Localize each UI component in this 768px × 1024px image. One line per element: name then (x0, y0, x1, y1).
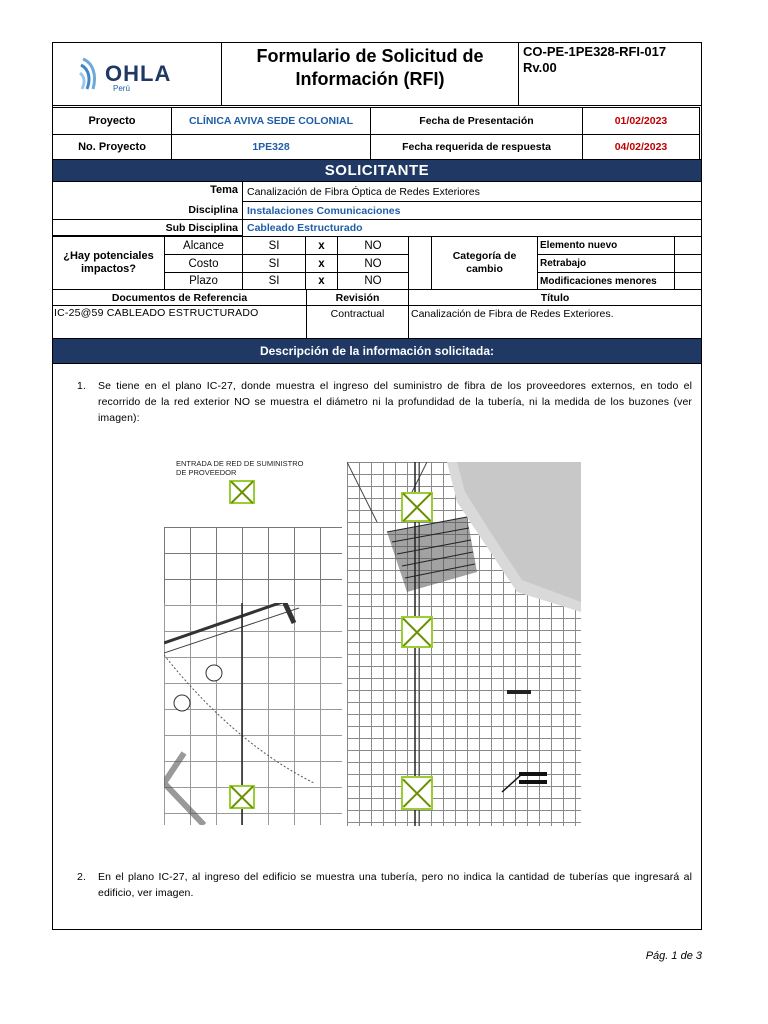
document-revision: Rv.00 (523, 60, 557, 75)
manhole-box-icon (229, 480, 255, 504)
document-code: CO-PE-1PE328-RFI-017 (523, 44, 667, 59)
impact-mark: x (305, 272, 338, 290)
title-line-2: Información (RFI) (295, 69, 445, 89)
impact-no: NO (337, 272, 409, 290)
impact-si: SI (242, 254, 306, 273)
page-number: Pág. 1 de 3 (645, 950, 702, 962)
project-number-label: No. Proyecto (52, 134, 172, 160)
change-category-option: Elemento nuevo (537, 236, 675, 255)
manhole-box-icon (401, 776, 433, 810)
solicitante-bar: SOLICITANTE (52, 159, 702, 182)
ohla-logo (79, 57, 101, 96)
project-label: Proyecto (52, 107, 172, 135)
logo-cell (52, 42, 222, 106)
plan-lines-right (347, 462, 581, 826)
impact-label: Costo (164, 254, 243, 273)
description-bar: Descripción de la información solicitada: (52, 338, 702, 364)
manhole-box-icon (229, 785, 255, 809)
impacts-question: ¿Hay potenciales impactos? (52, 236, 165, 290)
change-category-checkbox (674, 272, 702, 290)
logo-mark-icon (79, 57, 101, 91)
impact-si: SI (242, 272, 306, 290)
manhole-box-icon (401, 616, 433, 648)
form-title (222, 45, 518, 91)
change-category-checkbox (674, 236, 702, 255)
impact-spacer (408, 236, 432, 290)
project-value: CLÍNICA AVIVA SEDE COLONIAL (171, 107, 371, 135)
impact-si: SI (242, 236, 306, 255)
item-2-text: En el plano IC-27, al ingreso del edificio se muestra una tubería, pero no indica la cantidad de tuberías que ingresará al edificio, ver imagen. (98, 871, 692, 899)
ref-docs-header: Documentos de Referencia (52, 289, 307, 306)
item-1-number: 1. (77, 380, 86, 392)
disciplina-value: Instalaciones Comunicaciones (242, 201, 702, 220)
change-category-option: Retrabajo (537, 254, 675, 273)
impact-label: Plazo (164, 272, 243, 290)
code-cell (518, 42, 702, 106)
date-label: Fecha de Presentación (370, 107, 583, 135)
item-2-number: 2. (77, 871, 86, 883)
response-date-label: Fecha requerida de respuesta (370, 134, 583, 160)
item-1-text: Se tiene en el plano IC-27, donde muestra el ingreso del suministro de fibra de los proveedores externos, en todo el recorrido de la red exterior NO se muestra el diámetro ni la profundidad de la tubería, ni la medida de los buzones (ver imagen): (98, 380, 692, 424)
tema-value: Canalización de Fibra Óptica de Redes Exteriores (242, 181, 702, 202)
impact-no: NO (337, 254, 409, 273)
date-value: 01/02/2023 (582, 107, 700, 135)
title-line-1: Formulario de Solicitud de (256, 46, 484, 66)
logo-text: OHLA (105, 61, 172, 86)
ref-rev-value: Contractual (306, 305, 409, 339)
impact-no: NO (337, 236, 409, 255)
disciplina-label: Disciplina (188, 204, 238, 216)
title-cell (221, 42, 519, 106)
plan-drawing-left (164, 455, 342, 825)
logo-subtitle: Perú (113, 84, 130, 93)
change-category-option: Modificaciones menores (537, 272, 675, 290)
plan-drawing-right (347, 462, 581, 826)
ref-doc-value: IC-25@59 CABLEADO ESTRUCTURADO (52, 305, 307, 339)
impact-label: Alcance (164, 236, 243, 255)
manhole-box-icon (401, 492, 433, 522)
subdisciplina-value: Cableado Estructurado (242, 219, 702, 237)
ref-rev-header: Revisión (306, 289, 409, 306)
impact-mark: x (305, 236, 338, 255)
change-category-label: Categoría de cambio (431, 236, 538, 290)
response-date-value: 04/02/2023 (582, 134, 700, 160)
change-category-checkbox (674, 254, 702, 273)
impact-mark: x (305, 254, 338, 273)
subdisciplina-label: Sub Disciplina (52, 219, 243, 236)
project-number-value: 1PE328 (171, 134, 371, 160)
drawing-label: ENTRADA DE RED DE SUMINISTRO DE PROVEEDOR (176, 459, 304, 477)
ref-title-value: Canalización de Fibra de Redes Exteriores. (408, 305, 702, 339)
ref-title-header: Título (408, 289, 702, 306)
tema-label: Tema (210, 184, 238, 196)
